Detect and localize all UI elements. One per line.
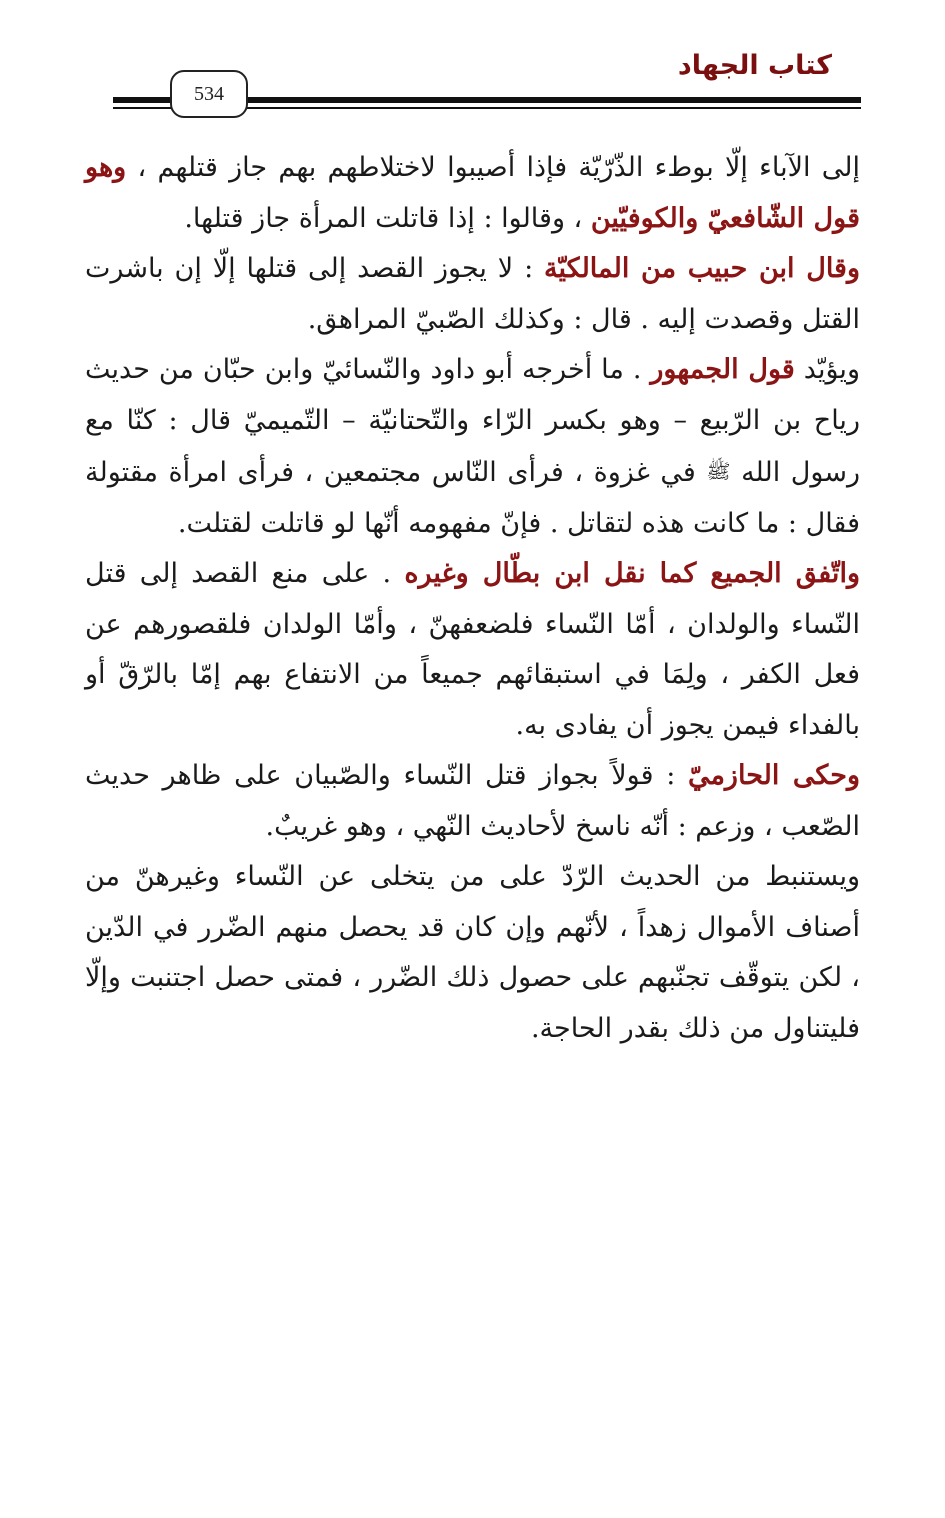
page-body (85, 143, 860, 1054)
highlighted-phrase: وهو قول الشّافعيّ والكوفيّين (85, 152, 860, 234)
paragraph (85, 751, 860, 852)
paragraph (85, 345, 860, 549)
text-segment: : لا يجوز القصد إلى قتلها إلّا إن باشرت القتل وقصدت إليه . قال : وكذلك الصّبيّ المراهق. (85, 253, 860, 335)
page-header (0, 0, 945, 140)
paragraph (85, 244, 860, 345)
page-number-badge: 534 (170, 70, 248, 118)
highlighted-phrase: واتّفق الجميع كما نقل ابن بطّال وغيره (404, 558, 860, 589)
text-segment: في غزوة ، فرأى النّاس مجتمعين ، فرأى امرأة مقتولة فقال : ما كانت هذه لتقاتل . فإنّ مفهومه أنّها لو قاتلت لقتلت. (85, 457, 860, 539)
honorific-symbol: ﷺ (706, 459, 731, 483)
text-segment: . على منع القصد إلى قتل النّساء والولدان ، أمّا النّساء فلضعفهنّ ، وأمّا الولدان فلقصورهم عن فعل الكفر ، ولِمَا في استبقائهم جميعاً من الانتفاع بهم إمّا بالرّقّ أو بالفداء فيمن يجوز أن يفادى به. (85, 558, 860, 741)
text-segment: إلى الآباء إلّا بوطء الذّرّيّة فإذا أصيبوا لاختلاطهم بهم جاز قتلهم ، (126, 152, 860, 183)
highlighted-phrase: قول الجمهور (650, 354, 795, 385)
text-segment: : قولاً بجواز قتل النّساء والصّبيان على ظاهر حديث الصّعب ، وزعم : أنّه ناسخ لأحاديث النّهي ، وهو غريبٌ. (85, 760, 860, 842)
highlighted-phrase: وحكى الحازميّ (687, 760, 860, 791)
paragraph (85, 852, 860, 1054)
book-title: كتاب الجهاد (677, 50, 832, 81)
text-segment: ، وقالوا : إذا قاتلت المرأة جاز قتلها. (184, 202, 591, 234)
text-segment: . ما أخرجه أبو داود والنّسائيّ وابن حبّان من حديث رياح بن الرّبيع – وهو بكسر الرّاء والتّحتانيّة – التّميميّ قال : كنّا مع رسول الله (85, 354, 860, 488)
text-segment: ويستنبط من الحديث الرّدّ على من يتخلى عن النّساء وغيرهنّ من أصناف الأموال زهداً ، لأنّهم وإن كان قد يحصل منهم الضّرر في الدّين ، لكن يتوقّف تجنّبهم على حصول ذلك الضّرر ، فمتى حصل اجتنبت وإلّا فليتناول من ذلك بقدر الحاجة. (85, 861, 860, 1044)
highlighted-phrase: وقال ابن حبيب من المالكيّة (544, 253, 860, 284)
text-segment: ويؤيّد (794, 354, 860, 385)
paragraph (85, 143, 860, 244)
paragraph (85, 549, 860, 751)
